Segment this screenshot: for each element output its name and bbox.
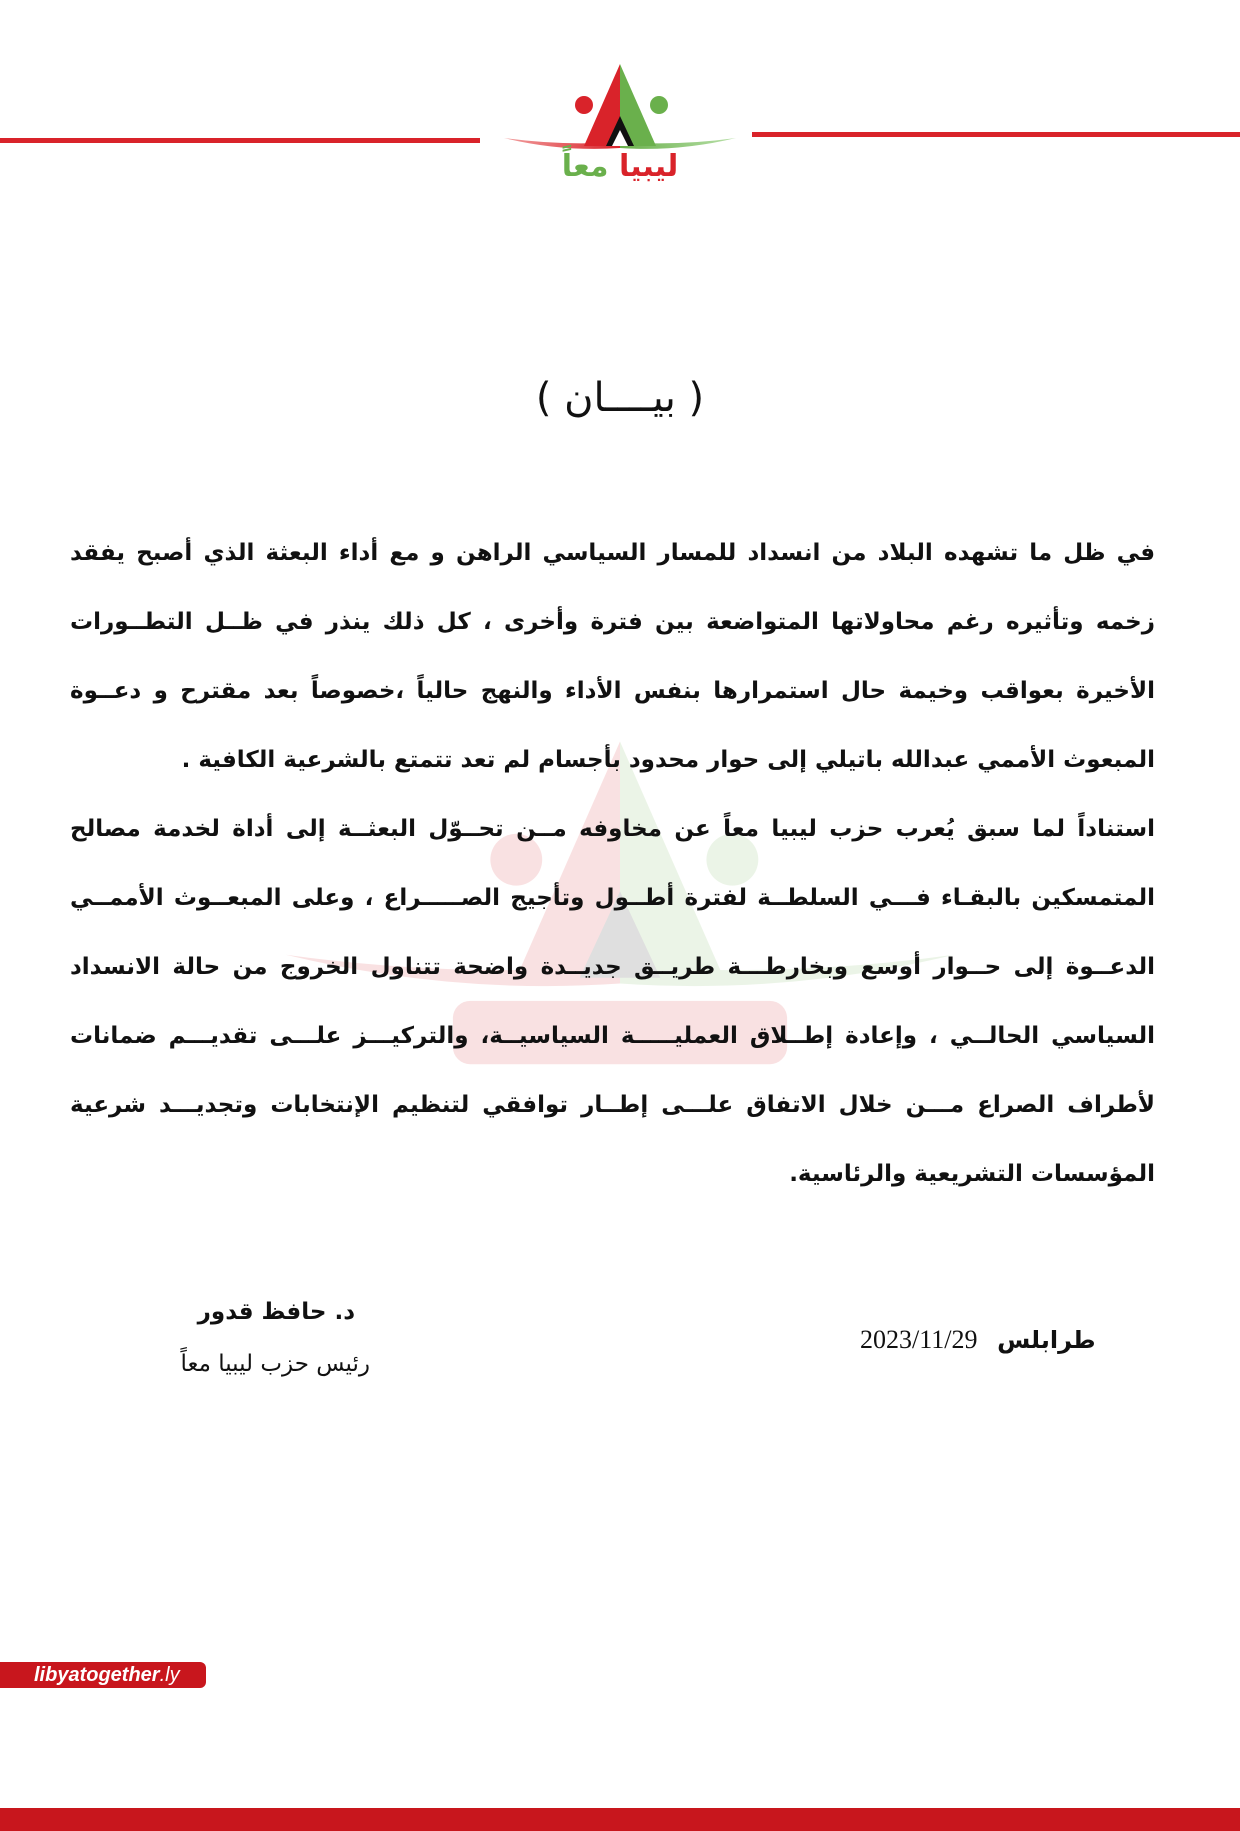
logo-wordmark: [502, 149, 738, 184]
body-line: زخمه وتأثيره رغم محاولاتها المتواضعة بين فترة وأخرى ، كل ذلك ينذر في ظــل التطــورات: [70, 609, 1155, 635]
website-name: libyatogether: [34, 1664, 160, 1686]
party-logo: [502, 60, 738, 200]
body-line: المتمسكين بالبقـاء فـــي السلطــة لفترة أطــول وتأجيج الصـــــراع ، وعلى المبعــوث الأممــي: [70, 885, 1155, 911]
body-line: الأخيرة بعواقب وخيمة حال استمرارها بنفس الأداء والنهج حالياً ،خصوصاً بعد مقترح و دعــوة: [70, 678, 1155, 704]
signatory-name: د. حافظ قدور: [197, 1299, 355, 1325]
body-line: استناداً لما سبق يُعرب حزب ليبيا معاً عن مخاوفه مــن تحــوّل البعثــة إلى أداة لخدمة مصالح: [70, 816, 1155, 842]
statement-body: [70, 530, 1155, 1220]
header-rule-right: [752, 132, 1240, 137]
body-line: في ظل ما تشهده البلاد من انسداد للمسار السياسي الراهن و مع أداء البعثة الذي أصبح يفقد: [70, 540, 1155, 566]
footer-bar: [0, 1808, 1240, 1831]
body-line: السياسي الحالــي ، وإعادة إطــلاق العمليـــــة السياسيــة، والتركيـــز علـــى تقديـــم ضمانات: [70, 1023, 1155, 1049]
body-line: الدعــوة إلى حــوار أوسع وبخارطـــة طريــق جديــدة واضحة تتناول الخروج من حالة الانسداد: [70, 954, 1155, 980]
document-date: 2023/11/29: [860, 1325, 978, 1354]
header-rule-left: [0, 138, 480, 143]
logo-word-together: معاً: [561, 149, 609, 184]
signatory-title: رئيس حزب ليبيا معاً: [180, 1351, 370, 1377]
signature-block: [70, 1290, 370, 1394]
body-line: لأطراف الصراع مـــن خلال الاتفاق علـــى إطــار توافقي لتنظيم الإنتخابات وتجديـــد شرعية: [70, 1092, 1155, 1118]
document-title: ( بيــــان ): [535, 375, 705, 421]
website-badge[interactable]: [0, 1662, 206, 1688]
website-tld: .ly: [159, 1664, 180, 1686]
body-line: المؤسسات التشريعية والرئاسية.: [789, 1161, 1155, 1187]
logo-word-libya: ليبيا: [618, 149, 679, 184]
place-city: طرابلس: [997, 1326, 1096, 1354]
logo-emblem-icon: [502, 60, 738, 155]
place-date: [860, 1325, 1096, 1355]
body-line: المبعوث الأممي عبدالله باتيلي إلى حوار محدود بأجسام لم تعد تتمتع بالشرعية الكافية .: [181, 747, 1155, 773]
